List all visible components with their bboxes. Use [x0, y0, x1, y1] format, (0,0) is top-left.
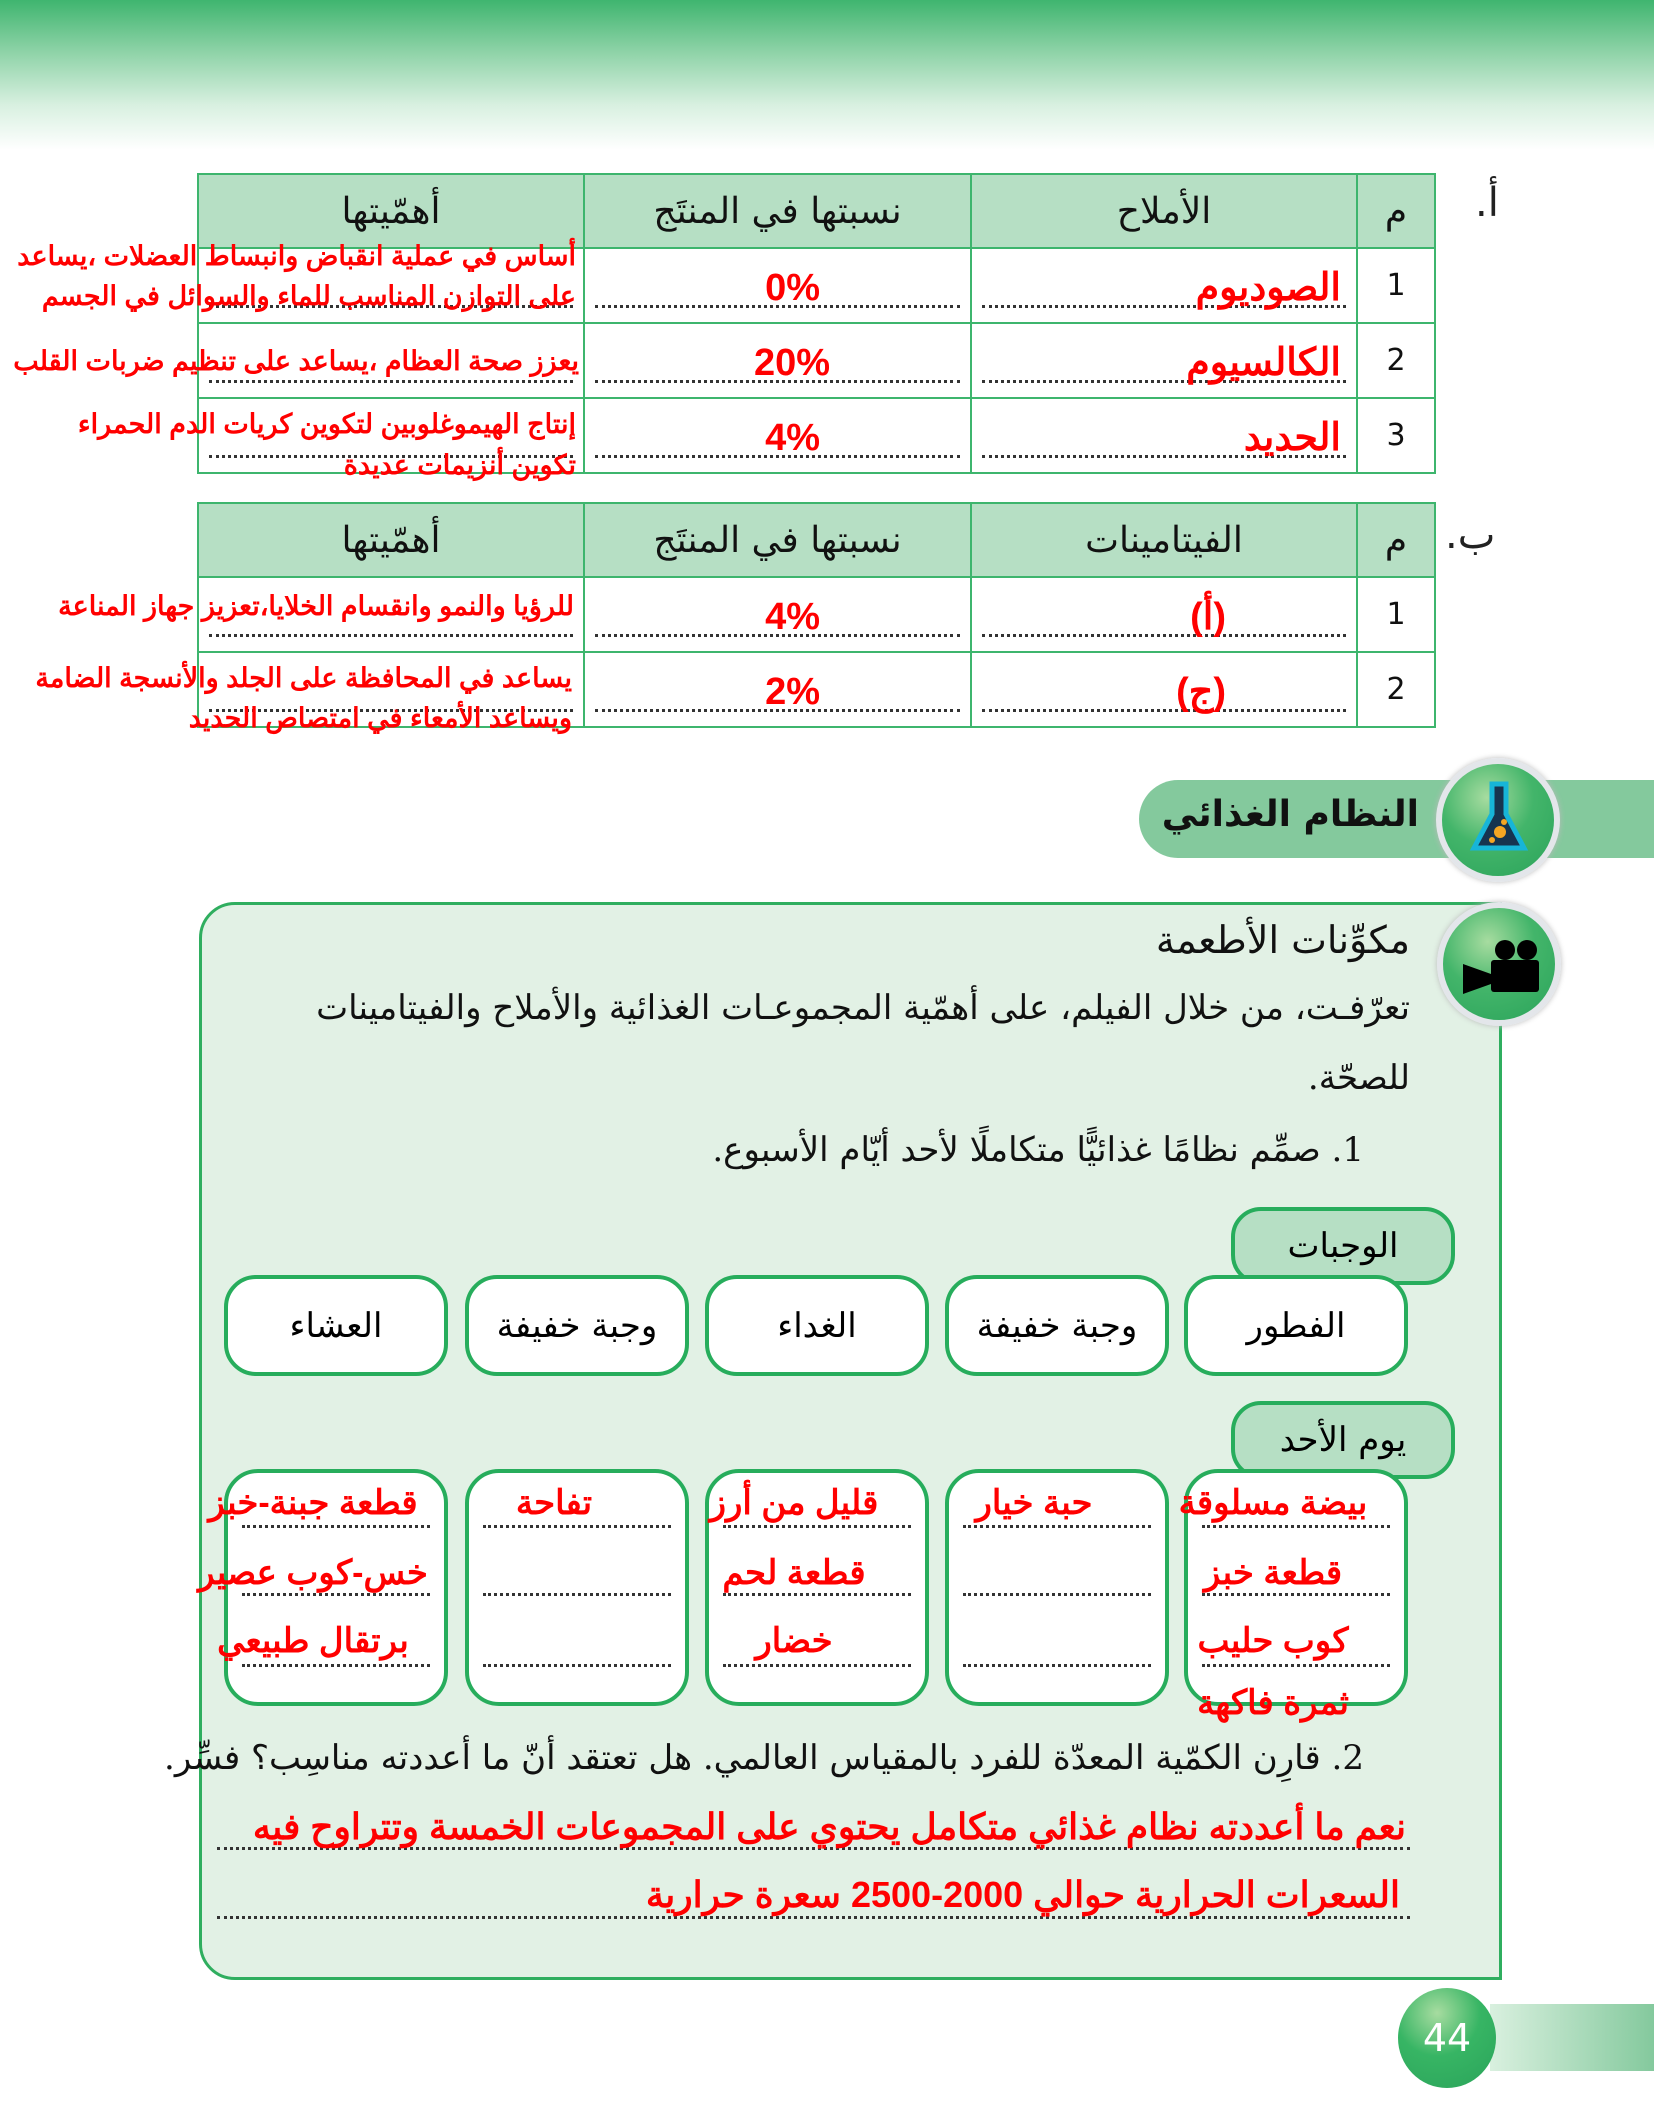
meal-breakfast: الفطور: [1184, 1275, 1408, 1376]
header-mineral: الأملاح: [971, 174, 1357, 248]
mineral-answer: الحديد: [1243, 417, 1341, 459]
header-num: م: [1357, 503, 1435, 577]
food-item: قطعة خبز: [1203, 1554, 1343, 1592]
table-header-row: [198, 503, 1435, 577]
mineral-cell[interactable]: [971, 248, 1357, 323]
row-num: 2: [1357, 323, 1435, 398]
ratio-answer: 4%: [765, 417, 820, 459]
page-number: 44: [1398, 1988, 1496, 2088]
food-item: بيضة مسلوقة: [1178, 1484, 1368, 1522]
food-item: قطعة جبنة-خبز: [208, 1484, 418, 1522]
ratio-answer: 0%: [765, 267, 820, 309]
ratio-cell[interactable]: [584, 248, 971, 323]
vitamin-importance-2b: ويساعد الأمعاء في امتصاص الحديد: [188, 703, 572, 733]
ratio-cell[interactable]: [584, 577, 971, 652]
vitamin-importance-1: للرؤيا والنمو وانقسام الخلايا،تعزيز جهاز المناعة: [58, 591, 574, 621]
food-item: خضار: [755, 1622, 833, 1660]
food-item: حبة خيار: [975, 1484, 1093, 1522]
header-ratio: نسبتها في المنتَج: [584, 174, 971, 248]
answer-line-2[interactable]: [217, 1916, 1410, 1919]
page-number-band: [1490, 2004, 1654, 2071]
vitamin-answer: (ج): [1176, 671, 1226, 713]
mineral-answer: الصوديوم: [1195, 267, 1341, 309]
activity-intro-line1: تعرّفـت، من خلال الفيلم، على أهمّية المجموعـات الغذائية والأملاح والفيتامينات: [316, 988, 1410, 1028]
ratio-cell[interactable]: [584, 652, 971, 727]
mineral-cell[interactable]: [971, 323, 1357, 398]
food-item: برتقال طبيعي: [217, 1622, 409, 1660]
vitamin-cell[interactable]: [971, 577, 1357, 652]
mineral-answer: الكالسيوم: [1186, 342, 1341, 384]
vitamin-importance-2a: يساعد في المحافظة على الجلد والأنسجة الضامة: [35, 663, 572, 693]
header-vitamin: الفيتامينات: [971, 503, 1357, 577]
ratio-answer: 2%: [765, 671, 820, 713]
importance-answer-2: يعزز صحة العظام ،يساعد على تنظيم ضربات القلب: [13, 346, 579, 376]
dinner-items-box[interactable]: [198, 1469, 448, 1706]
meal-dinner: العشاء: [224, 1275, 448, 1376]
meal-snack-1: وجبة خفيفة: [945, 1275, 1169, 1376]
food-item: خس-كوب عصير: [198, 1554, 428, 1592]
mineral-cell[interactable]: [971, 398, 1357, 473]
importance-answer-3a: إنتاج الهيموغلوبين لتكوين كريات الدم الحمراء: [77, 409, 576, 439]
row-num: 2: [1357, 652, 1435, 727]
ratio-cell[interactable]: [584, 398, 971, 473]
section-a-label: أ.: [1475, 180, 1499, 226]
video-camera-icon: [1437, 902, 1561, 1026]
importance-answer-1a: أساس في عملية انقباض وانبساط العضلات ،يساعد: [17, 241, 576, 271]
activity-title: مكوِّنات الأطعمة: [1155, 918, 1410, 962]
food-item: قليل من أرز: [709, 1484, 879, 1522]
meal-lunch: الغداء: [705, 1275, 929, 1376]
breakfast-items-box[interactable]: [1178, 1469, 1408, 1722]
question-1: 1. صمِّم نظامًا غذائيًّا متكاملًا لأحد أيّام الأسبوع.: [712, 1130, 1364, 1170]
food-item: ثمرة فاكهة: [1197, 1684, 1349, 1722]
table-header-row: [198, 174, 1435, 248]
header-num: م: [1357, 174, 1435, 248]
row-num: 1: [1357, 248, 1435, 323]
top-banner: [0, 0, 1654, 150]
header-ratio: نسبتها في المنتَج: [584, 503, 971, 577]
lunch-items-box[interactable]: [705, 1469, 929, 1706]
answer-text-1: نعم ما أعددته نظام غذائي متكامل يحتوي على المجموعات الخمسة وتتراوح فيه: [252, 1806, 1406, 1847]
food-item: تفاحة: [515, 1484, 593, 1522]
vitamin-cell[interactable]: [971, 652, 1357, 727]
ratio-answer: 4%: [765, 596, 820, 638]
flask-icon: [1436, 758, 1560, 882]
section-title: النظام الغذائي: [1161, 794, 1419, 835]
snack-1-items-box[interactable]: [945, 1469, 1169, 1706]
section-b-label: ب.: [1445, 512, 1496, 558]
importance-answer-1b: على التوازن المناسب للماء والسوائل في الجسم: [41, 281, 576, 311]
ratio-answer: 20%: [753, 342, 830, 384]
row-num: 3: [1357, 398, 1435, 473]
answer-text-2: السعرات الحرارية حوالي 2000-2500 سعرة حرارية: [645, 1874, 1400, 1915]
question-2: 2. قارِن الكمّية المعدّة للفرد بالمقياس العالمي. هل تعتقد أنّ ما أعددته مناسِب؟ فسِّر.: [164, 1738, 1364, 1778]
importance-answer-3b: تكوين أنزيمات عديدة: [343, 450, 576, 480]
snack-2-items-box[interactable]: [465, 1469, 689, 1706]
ratio-cell[interactable]: [584, 323, 971, 398]
food-item: قطعة لحم: [722, 1554, 866, 1592]
food-item: كوب حليب: [1197, 1622, 1349, 1660]
day-label: يوم الأحد: [1231, 1401, 1455, 1479]
header-importance: أهمّيتها: [198, 174, 584, 248]
row-num: 1: [1357, 577, 1435, 652]
meals-label: الوجبات: [1231, 1207, 1455, 1285]
activity-intro-line2: للصحّة.: [1307, 1058, 1410, 1098]
meal-snack-2: وجبة خفيفة: [465, 1275, 689, 1376]
vitamin-answer: (أ): [1190, 596, 1226, 638]
header-importance: أهمّيتها: [198, 503, 584, 577]
